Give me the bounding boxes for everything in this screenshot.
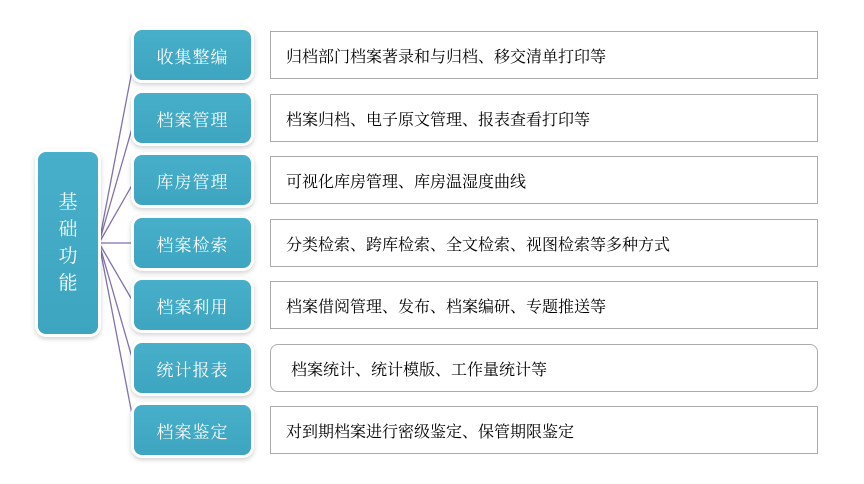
desc-statistics-reports — [270, 344, 818, 392]
desc-archive-retrieval — [270, 219, 818, 267]
desc-archive-appraisal — [270, 406, 818, 454]
root-node-label: 基础功能 — [58, 192, 78, 294]
node-label: 库房管理 — [156, 172, 229, 192]
node-warehouse-management — [134, 155, 251, 205]
connector-line — [99, 243, 135, 368]
desc-text: 档案归档、电子原文管理、报表查看打印等 — [286, 111, 591, 129]
desc-text: 可视化库房管理、库房温湿度曲线 — [286, 173, 527, 191]
desc-archive-utilization — [270, 281, 818, 329]
node-archive-management — [134, 93, 251, 143]
desc-warehouse-management — [270, 156, 818, 204]
desc-collection-arrangement — [270, 31, 818, 79]
node-archive-appraisal — [134, 405, 251, 455]
node-collection-arrangement — [134, 30, 251, 80]
connector-line — [99, 180, 135, 243]
node-statistics-reports — [134, 343, 251, 393]
node-label: 统计报表 — [156, 360, 229, 380]
connector-line — [99, 55, 135, 243]
desc-archive-management — [270, 94, 818, 142]
connector-line — [99, 243, 135, 305]
desc-text: 对到期档案进行密级鉴定、保管期限鉴定 — [286, 423, 575, 441]
node-label: 档案鉴定 — [156, 422, 229, 442]
node-label: 收集整编 — [156, 47, 229, 67]
node-archive-utilization — [134, 280, 251, 330]
connector-line — [99, 243, 135, 430]
node-label: 档案利用 — [156, 297, 229, 317]
desc-text: 档案借阅管理、发布、档案编研、专题推送等 — [286, 298, 607, 316]
desc-text: 分类检索、跨库检索、全文检索、视图检索等多种方式 — [286, 236, 671, 254]
desc-text: 档案统计、统计模版、工作量统计等 — [291, 361, 548, 379]
desc-text: 归档部门档案著录和与归档、移交清单打印等 — [286, 48, 607, 66]
node-archive-retrieval — [134, 218, 251, 268]
node-label: 档案管理 — [156, 110, 229, 130]
connector-line — [99, 118, 135, 243]
node-label: 档案检索 — [156, 235, 229, 255]
root-node-basic-functions — [38, 152, 98, 334]
